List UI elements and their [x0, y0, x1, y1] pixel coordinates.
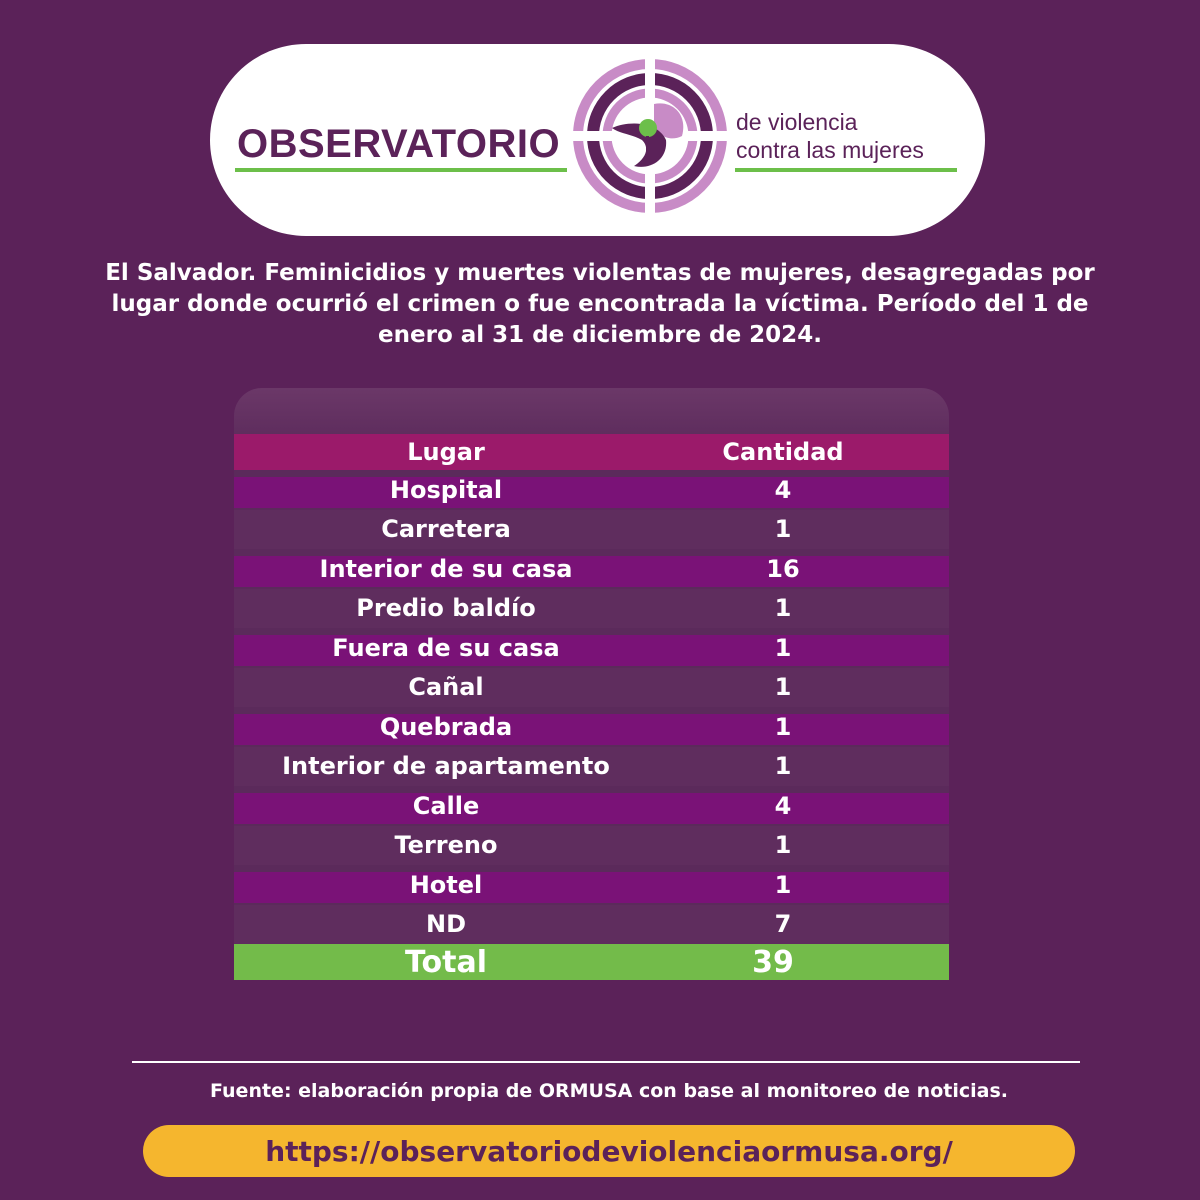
- table-row: [234, 470, 949, 510]
- brand-tagline: [736, 108, 966, 164]
- row-lugar: Quebrada: [379, 712, 513, 741]
- table-row: [234, 865, 949, 905]
- brand-tagline-line1: de violencia: [736, 109, 858, 135]
- column-header-cantidad: Cantidad: [722, 438, 844, 466]
- table-header-row: [234, 434, 949, 470]
- row-cantidad: 4: [774, 475, 792, 504]
- table-body: [234, 470, 949, 944]
- row-lugar: ND: [425, 910, 466, 939]
- column-header-lugar: Lugar: [407, 438, 485, 466]
- table-row: [234, 510, 949, 550]
- row-cantidad: 16: [766, 554, 800, 583]
- row-lugar: Predio baldío: [356, 594, 536, 623]
- table-row: [234, 589, 949, 629]
- brand-tagline-line2: contra las mujeres: [736, 137, 924, 163]
- row-lugar: Interior de su casa: [319, 554, 573, 583]
- table-row: [234, 549, 949, 589]
- row-cantidad: 1: [774, 633, 792, 662]
- row-cantidad: 1: [774, 673, 792, 702]
- row-cantidad: 4: [774, 791, 792, 820]
- row-lugar: Hospital: [389, 475, 503, 504]
- table-row: [234, 628, 949, 668]
- table-row: [234, 747, 949, 787]
- row-lugar: Carretera: [381, 515, 511, 544]
- row-cantidad: 1: [774, 831, 792, 860]
- table-row: [234, 668, 949, 708]
- table-total-row: [234, 944, 949, 980]
- data-table: [234, 434, 949, 980]
- brand-underline-left: [235, 168, 567, 172]
- observatorio-logo-icon: [570, 56, 730, 216]
- website-link[interactable]: https://observatoriodeviolenciaormusa.org/: [143, 1125, 1075, 1177]
- row-lugar: Calle: [412, 791, 480, 820]
- row-cantidad: 1: [774, 712, 792, 741]
- row-cantidad: 1: [774, 515, 792, 544]
- brand-underline-right: [735, 168, 957, 172]
- row-lugar: Interior de apartamento: [282, 752, 610, 781]
- row-cantidad: 1: [774, 870, 792, 899]
- total-value: 39: [752, 944, 794, 980]
- total-label: Total: [405, 944, 487, 980]
- table-row: [234, 707, 949, 747]
- row-cantidad: 7: [774, 910, 792, 939]
- source-note: Fuente: elaboración propia de ORMUSA con base al monitoreo de noticias.: [210, 1080, 1008, 1102]
- chart-title: El Salvador. Feminicidios y muertes violentas de mujeres, desagregadas por lugar donde ocurrió el crimen o fue encontrada la víctima. Período del 1 de enero al 31 de diciembre de 2024.: [105, 260, 1095, 348]
- row-lugar: Terreno: [394, 831, 498, 860]
- row-lugar: Cañal: [408, 673, 484, 702]
- table-row: [234, 786, 949, 826]
- row-cantidad: 1: [774, 594, 792, 623]
- row-cantidad: 1: [774, 752, 792, 781]
- row-lugar: Fuera de su casa: [332, 633, 560, 662]
- table-row: [234, 905, 949, 945]
- footer-divider: [132, 1061, 1080, 1063]
- table-row: [234, 826, 949, 866]
- row-lugar: Hotel: [409, 870, 483, 899]
- brand-name: OBSERVATORIO: [237, 122, 561, 166]
